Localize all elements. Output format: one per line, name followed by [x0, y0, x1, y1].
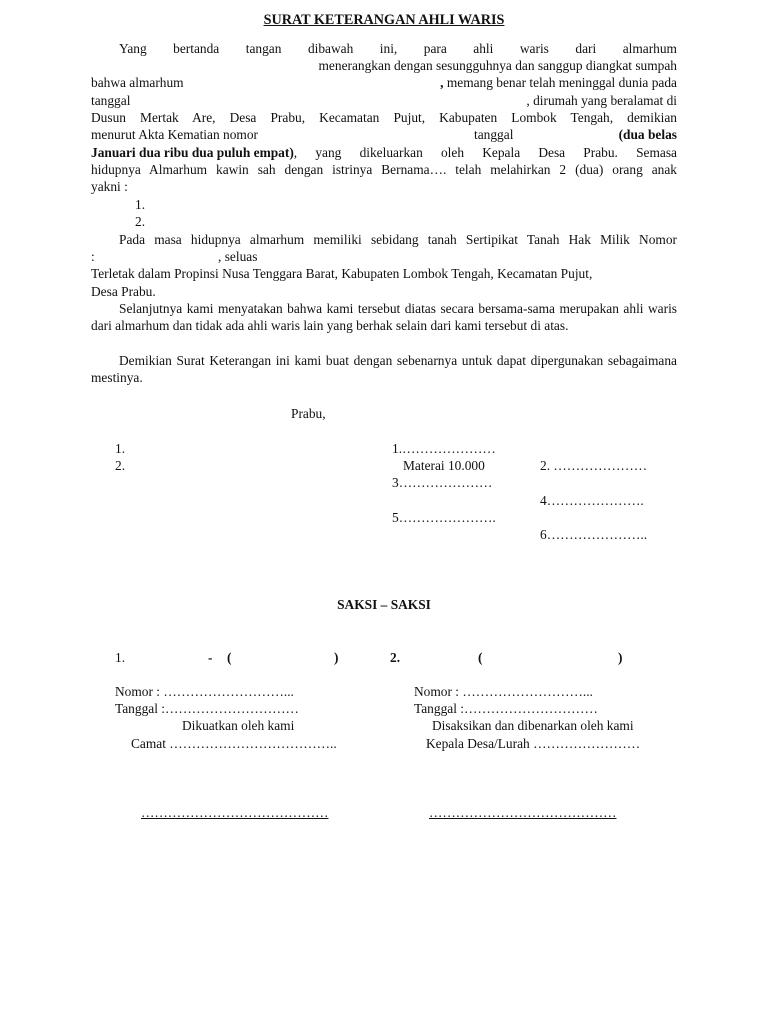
place-label: Prabu,	[291, 406, 326, 421]
witness-2-nomor: Nomor : ………………………...	[414, 684, 593, 699]
opening-line-6-right: (dua belas	[618, 127, 677, 142]
opening-line-2: menerangkan dengan sesungguhnya dan sanggup diangkat sumpah	[318, 58, 677, 73]
land-line-2-colon: :	[91, 249, 95, 264]
opening-line-8: hidupnya Almarhum kawin sah dengan istrinya Bernama…. telah melahirkan 2 (dua) orang anak	[91, 162, 677, 177]
opening-line-4-left: tanggal	[91, 93, 131, 108]
opening-line-3-left: bahwa almarhum	[91, 75, 184, 90]
opening-line-3-right: , memang benar telah meninggal dunia pada	[440, 75, 677, 90]
kepala-desa-line: Kepala Desa/Lurah ……………………	[426, 736, 641, 751]
witness-heading: SAKSI – SAKSI	[337, 597, 431, 612]
heir-number-1: 1.	[115, 441, 126, 456]
witness-1-open-paren: (	[227, 650, 232, 665]
opening-line-4-right: , dirumah yang beralamat di	[526, 93, 677, 108]
land-line-2-luas: , seluas	[218, 249, 258, 264]
camat-signature-line: ……………………………………	[141, 805, 329, 820]
witness-1-close-paren: )	[334, 650, 339, 665]
land-line-4: Desa Prabu.	[91, 284, 156, 299]
witness-2-note: Disaksikan dan dibenarkan oleh kami	[432, 718, 634, 733]
signature-line-2: 2. …………………	[540, 458, 648, 473]
signature-line-5: 5………………….	[392, 510, 496, 525]
opening-line-1: Yang bertanda tangan dibawah ini, para ahli waris dari almarhum	[119, 41, 677, 56]
witness-1-note: Dikuatkan oleh kami	[182, 718, 295, 733]
opening-line-6-left: menurut Akta Kematian nomor	[91, 127, 258, 142]
child-item-2: 2.	[135, 214, 146, 229]
signature-line-3: 3…………………	[392, 475, 493, 490]
opening-line-7: Januari dua ribu dua puluh empat) , yang dikeluarkan oleh Kepala Desa Prabu. Semasa	[91, 145, 677, 160]
opening-line-5: Dusun Mertak Are, Desa Prabu, Kecamatan Pujut, Kabupaten Lombok Tengah, demikian	[91, 110, 677, 125]
witness-2-close-paren: )	[618, 650, 623, 665]
signature-line-6: 6…………………..	[540, 527, 648, 542]
document-title: SURAT KETERANGAN AHLI WARIS	[263, 12, 505, 28]
land-line-1: Pada masa hidupnya almarhum memiliki sebidang tanah Sertipikat Tanah Hak Milik Nomor	[119, 232, 677, 247]
witness-1-dash: -	[208, 650, 213, 665]
heir-number-2: 2.	[115, 458, 126, 473]
closing-paragraph: Demikian Surat Keterangan ini kami buat dengan sebenarnya untuk dapat dipergunakan sebagaimana mestinya.	[91, 353, 677, 385]
land-line-3: Terletak dalam Propinsi Nusa Tenggara Barat, Kabupaten Lombok Tengah, Kecamatan Pujut,	[91, 266, 593, 281]
signature-line-4: 4………………….	[540, 493, 644, 508]
witness-2-tanggal: Tanggal :…………………………	[414, 701, 598, 716]
camat-line: Camat ………………………………..	[131, 736, 337, 751]
signature-line-1: 1.…………………	[392, 441, 496, 456]
materai-label: Materai 10.000	[403, 458, 485, 473]
witness-1-number: 1.	[115, 650, 126, 665]
child-item-1: 1.	[135, 197, 146, 212]
witness-1-nomor: Nomor : ………………………...	[115, 684, 294, 699]
opening-line-6-mid: tanggal	[474, 127, 514, 142]
statement-paragraph: Selanjutnya kami menyatakan bahwa kami tersebut diatas secara bersama-sama merupakan ahli waris dari almarhum dan tidak ada ahli waris lain yang berhak selain dari kami tersebut di atas.	[91, 301, 677, 333]
witness-2-number: 2.	[390, 650, 401, 665]
witness-2-open-paren: (	[478, 650, 483, 665]
kepala-desa-signature-line: ……………………………………	[429, 805, 617, 820]
opening-line-9: yakni :	[91, 179, 128, 194]
witness-1-tanggal: Tanggal :…………………………	[115, 701, 299, 716]
